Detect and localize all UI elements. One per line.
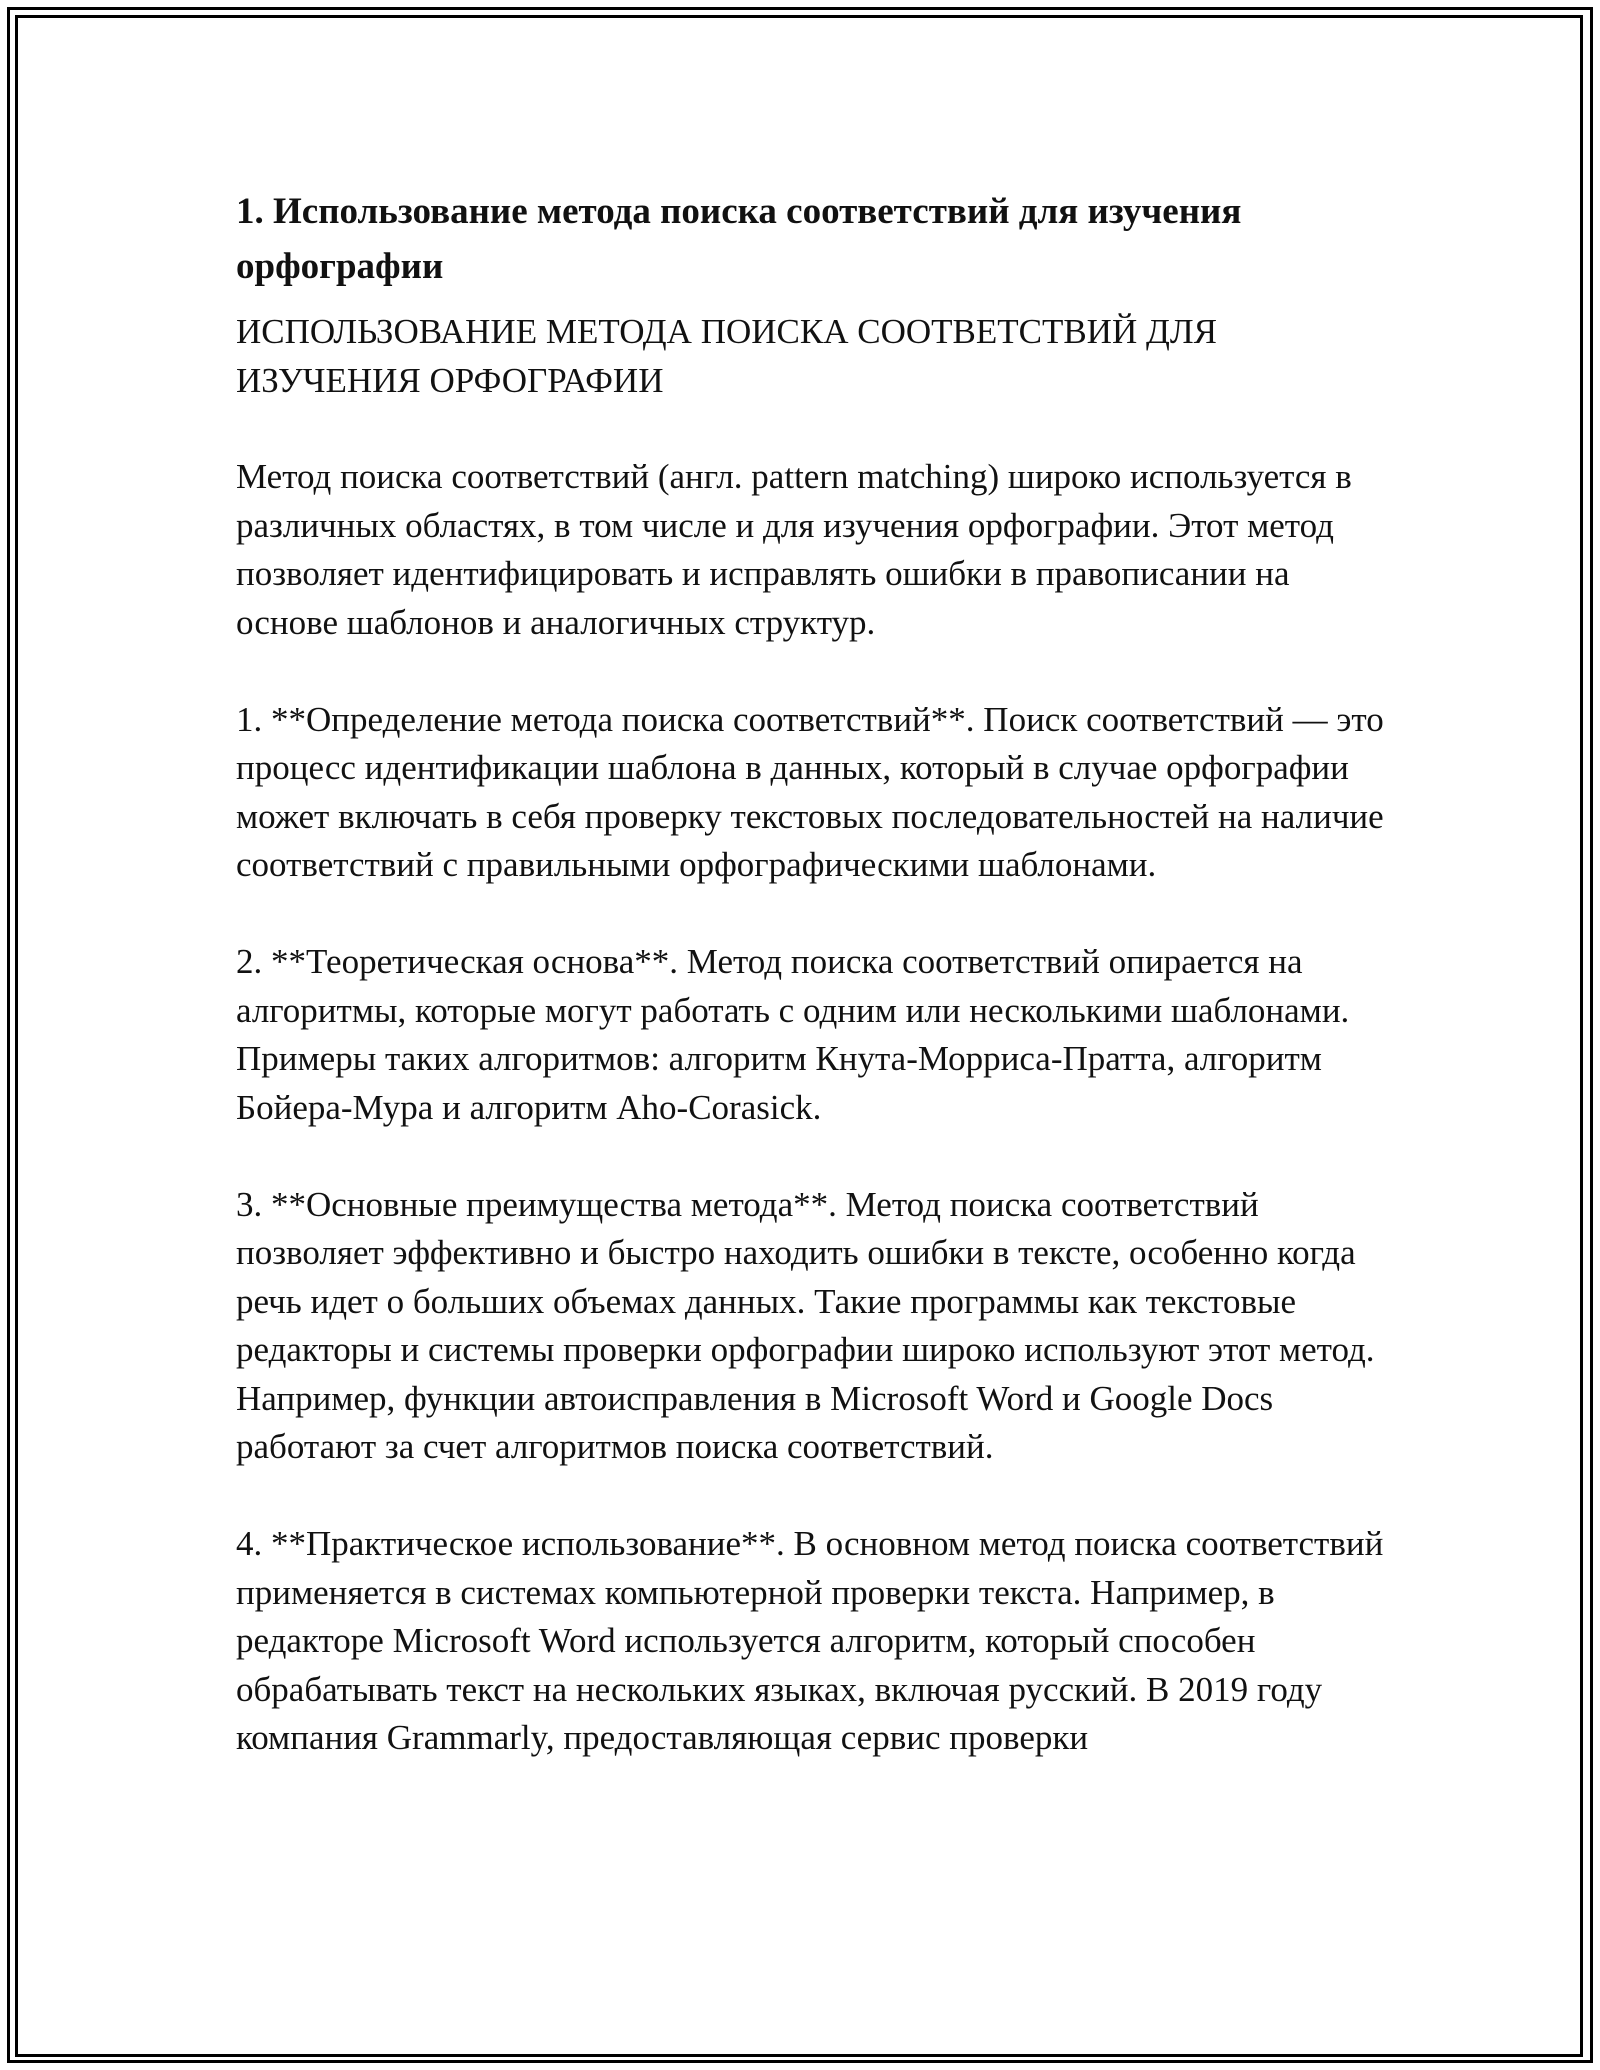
document-body	[236, 184, 1396, 1763]
paragraph-theory: 2. **Теоретическая основа**. Метод поиска соответствий опирается на алгоритмы, которые могут работать с одним или несколькими шаблонами. Примеры таких алгоритмов: алгоритм Кнута-Морриса-Пратта, алгоритм Бойера-Мура и алгоритм Aho-Corasick.	[236, 942, 1350, 1127]
paragraph-definition: 1. **Определение метода поиска соответствий**. Поиск соответствий — это процесс идентификации шаблона в данных, который в случае орфографии может включать в себя проверку текстовых последовательностей на наличие соответствий с правильными орфографическими шаблонами.	[236, 699, 1384, 884]
section-heading: 1. Использование метода поиска соответствий для изучения орфографии	[236, 191, 1242, 287]
paragraph-advantages: 3. **Основные преимущества метода**. Метод поиска соответствий позволяет эффективно и быстро находить ошибки в тексте, особенно когда речь идет о больших объемах данных. Такие программы как текстовые редакторы и системы проверки орфографии широко используют этот метод. Например, функции автоисправления в Microsoft Word и Google Docs работают за счет алгоритмов поиска соответствий.	[236, 1184, 1375, 1466]
section-subtitle: ИСПОЛЬЗОВАНИЕ МЕТОДА ПОИСКА СООТВЕТСТВИЙ ДЛЯ ИЗУЧЕНИЯ ОРФОГРАФИИ	[236, 312, 1217, 400]
paragraph-intro: Метод поиска соответствий (англ. pattern matching) широко используется в различных областях, в том числе и для изучения орфографии. Этот метод позволяет идентифицировать и исправлять ошибки в правописании на основе шаблонов и аналогичных структур.	[236, 457, 1352, 642]
paragraph-practical-use: 4. **Практическое использование**. В основном метод поиска соответствий применяется в системах компьютерной проверки текста. Например, в редакторе Microsoft Word используется алгоритм, который способен обрабатывать текст на нескольких языках, включая русский. В 2019 году компания Grammarly, предоставляющая сервис проверки	[236, 1524, 1384, 1757]
